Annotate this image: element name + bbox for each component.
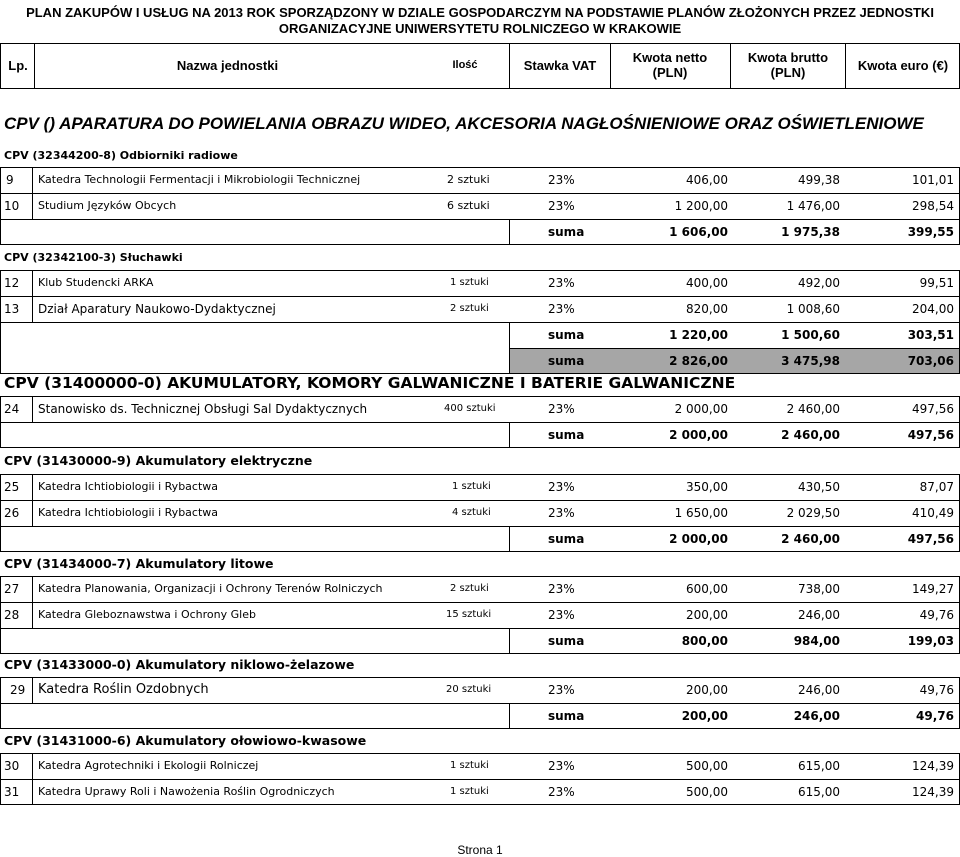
row-vat: 23%	[548, 173, 575, 187]
title-line-1: PLAN ZAKUPÓW I USŁUG NA 2013 ROK SPORZĄDZONY W DZIALE GOSPODARCZYM NA PODSTAWIE PLANÓW ZŁOŻONYCH PRZEZ JEDNOSTKI	[26, 5, 934, 20]
row-lp: 9	[6, 173, 14, 187]
col-nazwa: Nazwa jednostki	[176, 58, 279, 73]
section-heading: CPV () APARATURA DO POWIELANIA OBRAZU WIDEO, AKCESORIA NAGŁOŚNIENIOWE ORAZ OŚWIETLENIOWE	[4, 114, 924, 133]
subsection-heading: CPV (32344200-8) Odbiorniki radiowe	[4, 149, 238, 162]
page-footer: Strona 1	[457, 843, 503, 857]
row-ilosc: 2 sztuki	[447, 173, 490, 186]
col-ilosc: Ilość	[452, 59, 478, 71]
row-netto: 406,00	[686, 173, 728, 187]
title-line-2: ORGANIZACYJNE UNIWERSYTETU ROLNICZEGO W KRAKOWIE	[278, 21, 682, 36]
subsection-heading: CPV (32342100-3) Słuchawki	[4, 251, 183, 264]
col-brutto: Kwota brutto (PLN)	[747, 50, 829, 80]
subsection-heading: CPV (31433000-0) Akumulatory niklowo-żelazowe	[4, 657, 355, 672]
row-brutto: 499,38	[798, 173, 840, 187]
subsection-heading: CPV (31434000-7) Akumulatory litowe	[4, 556, 274, 571]
col-lp: Lp.	[8, 58, 28, 73]
row-nazwa: Katedra Technologii Fermentacji i Mikrobiologii Technicznej	[38, 173, 361, 186]
col-netto: Kwota netto (PLN)	[632, 50, 708, 80]
subsection-heading: CPV (31430000-9) Akumulatory elektryczne	[4, 453, 313, 468]
row-euro: 101,01	[912, 173, 954, 187]
col-euro: Kwota euro (€)	[857, 58, 949, 73]
grand-total-label: suma	[548, 354, 585, 368]
section-heading: CPV (31400000-0) AKUMULATORY, KOMORY GALWANICZNE I BATERIE GALWANICZNE	[4, 374, 736, 392]
document-title	[0, 5, 960, 37]
col-vat: Stawka VAT	[523, 58, 597, 73]
subsection-heading: CPV (31431000-6) Akumulatory ołowiowo-kwasowe	[4, 733, 367, 748]
